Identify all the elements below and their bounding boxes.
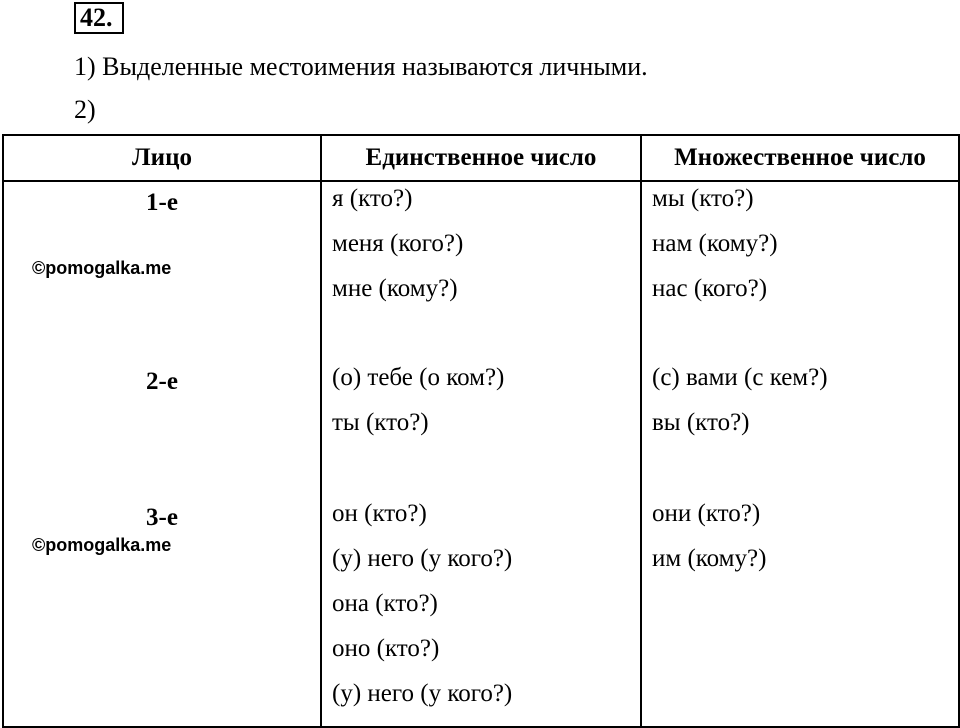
form-item: меня (кого?) [332, 230, 464, 257]
table-header-row [3, 135, 959, 181]
header-plural: Множественное число [641, 135, 959, 181]
singular-forms [321, 181, 641, 361]
form-item: она (кто?) [332, 590, 438, 617]
singular-forms [321, 497, 641, 727]
form-item: (у) него (у кого?) [332, 545, 513, 572]
person-label: 1-е [146, 189, 178, 216]
form-item: мы (кто?) [652, 185, 754, 212]
exercise-number: 42. [74, 2, 124, 34]
header-person: Лицо [3, 135, 321, 181]
watermark: ©pomogalka.me [32, 258, 172, 278]
plural-forms [641, 497, 959, 727]
form-item: им (кому?) [652, 545, 767, 572]
form-item: он (кто?) [332, 500, 427, 527]
form-item: (о) тебе (о ком?) [332, 364, 505, 391]
answer-2: 2) [74, 95, 96, 124]
watermark: ©pomogalka.me [32, 535, 172, 555]
form-item: (у) него (у кого?) [332, 680, 513, 707]
table-row [3, 361, 959, 497]
person-cell [3, 497, 321, 727]
form-item: оно (кто?) [332, 635, 440, 662]
form-item: нас (кого?) [652, 275, 768, 302]
form-item: вы (кто?) [652, 409, 750, 436]
form-item: я (кто?) [332, 185, 413, 212]
form-item: мне (кому?) [332, 275, 458, 302]
plural-forms [641, 361, 959, 497]
form-item: нам (кому?) [652, 230, 778, 257]
form-item: (с) вами (с кем?) [652, 364, 828, 391]
answer-1: 1) Выделенные местоимения называются личными. [74, 52, 648, 81]
header-singular: Единственное число [321, 135, 641, 181]
form-item: ты (кто?) [332, 409, 429, 436]
person-label: 3-е [146, 504, 178, 531]
plural-forms [641, 181, 959, 361]
pronoun-table [2, 134, 960, 728]
person-cell [3, 361, 321, 497]
form-item: они (кто?) [652, 500, 761, 527]
table-row [3, 497, 959, 727]
table-row [3, 181, 959, 361]
singular-forms [321, 361, 641, 497]
person-label: 2-е [146, 368, 178, 395]
person-cell [3, 181, 321, 361]
